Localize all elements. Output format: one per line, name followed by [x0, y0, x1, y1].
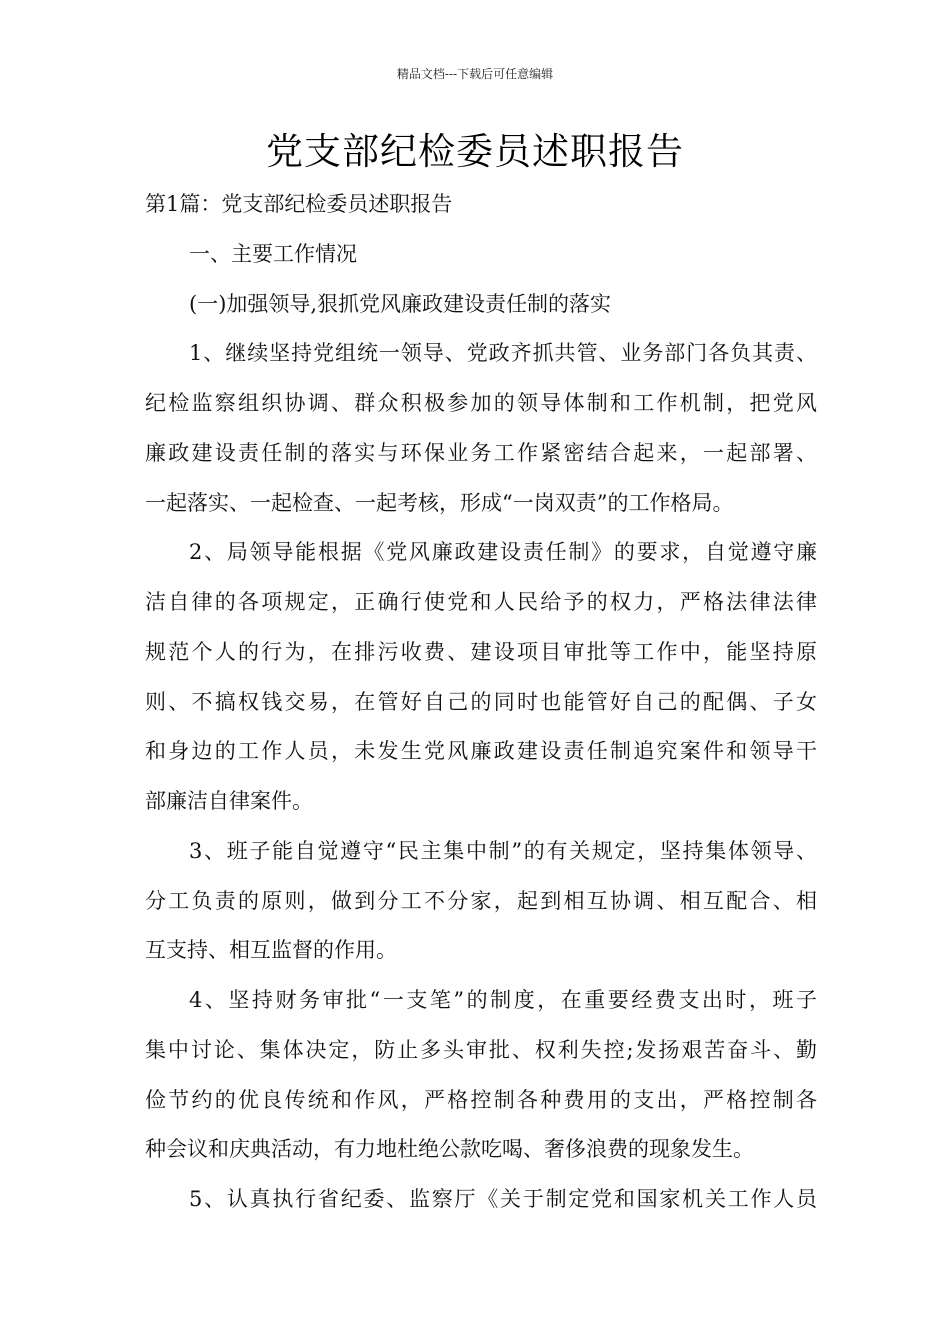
text-line: 分工负责的原则，做到分工不分家，起到相互协调、相互配合、相	[145, 888, 817, 913]
text-line: 规范个人的行为，在排污收费、建设项目审批等工作中，能坚持原	[145, 639, 817, 664]
running-header: 精品文档---下载后可任意编辑	[396, 67, 554, 81]
text-line: (一)加强领导,狠抓党风廉政建设责任制的落实	[189, 291, 612, 316]
text-line: 一起落实、一起检查、一起考核，形成“一岗双责”的工作格局。	[145, 490, 734, 515]
text-line: 廉政建设责任制的落实与环保业务工作紧密结合起来，一起部署、	[145, 440, 817, 465]
text-line: 则、不搞权钱交易，在管好自己的同时也能管好自己的配偶、子女	[145, 689, 817, 714]
text-line: 4、坚持财务审批“一支笔”的制度，在重要经费支出时，班子	[189, 988, 817, 1012]
document-title: 党支部纪检委员述职报告	[266, 130, 684, 173]
text-line: 第1篇：党支部纪检委员述职报告	[145, 192, 453, 216]
text-line: 互支持、相互监督的作用。	[145, 938, 397, 963]
document-body	[145, 180, 817, 1225]
text-line: 5、认真执行省纪委、监察厅《关于制定党和国家机关工作人员	[189, 1187, 817, 1211]
text-line: 1、继续坚持党组统一领导、党政齐抓共管、业务部门各负其责、	[189, 341, 817, 366]
text-line: 部廉洁自律案件。	[145, 789, 313, 813]
text-line: 2、局领导能根据《党风廉政建设责任制》的要求，自觉遵守廉	[189, 540, 817, 565]
text-line: 纪检监察组织协调、群众积极参加的领导体制和工作机制，把党风	[145, 391, 817, 415]
text-line: 3、班子能自觉遵守“民主集中制”的有关规定，坚持集体领导、	[189, 838, 817, 863]
text-line: 种会议和庆典活动，有力地杜绝公款吃喝、奢侈浪费的现象发生。	[145, 1137, 754, 1162]
text-line: 一、主要工作情况	[189, 241, 357, 266]
text-line: 集中讨论、集体决定，防止多头审批、权利失控;发扬艰苦奋斗、勤	[145, 1037, 817, 1062]
text-line: 洁自律的各项规定，正确行使党和人民给予的权力，严格法律法律	[145, 590, 817, 614]
text-line: 和身边的工作人员，未发生党风廉政建设责任制追究案件和领导干	[145, 739, 817, 764]
text-line: 俭节约的优良传统和作风，严格控制各种费用的支出，严格控制各	[145, 1087, 817, 1112]
